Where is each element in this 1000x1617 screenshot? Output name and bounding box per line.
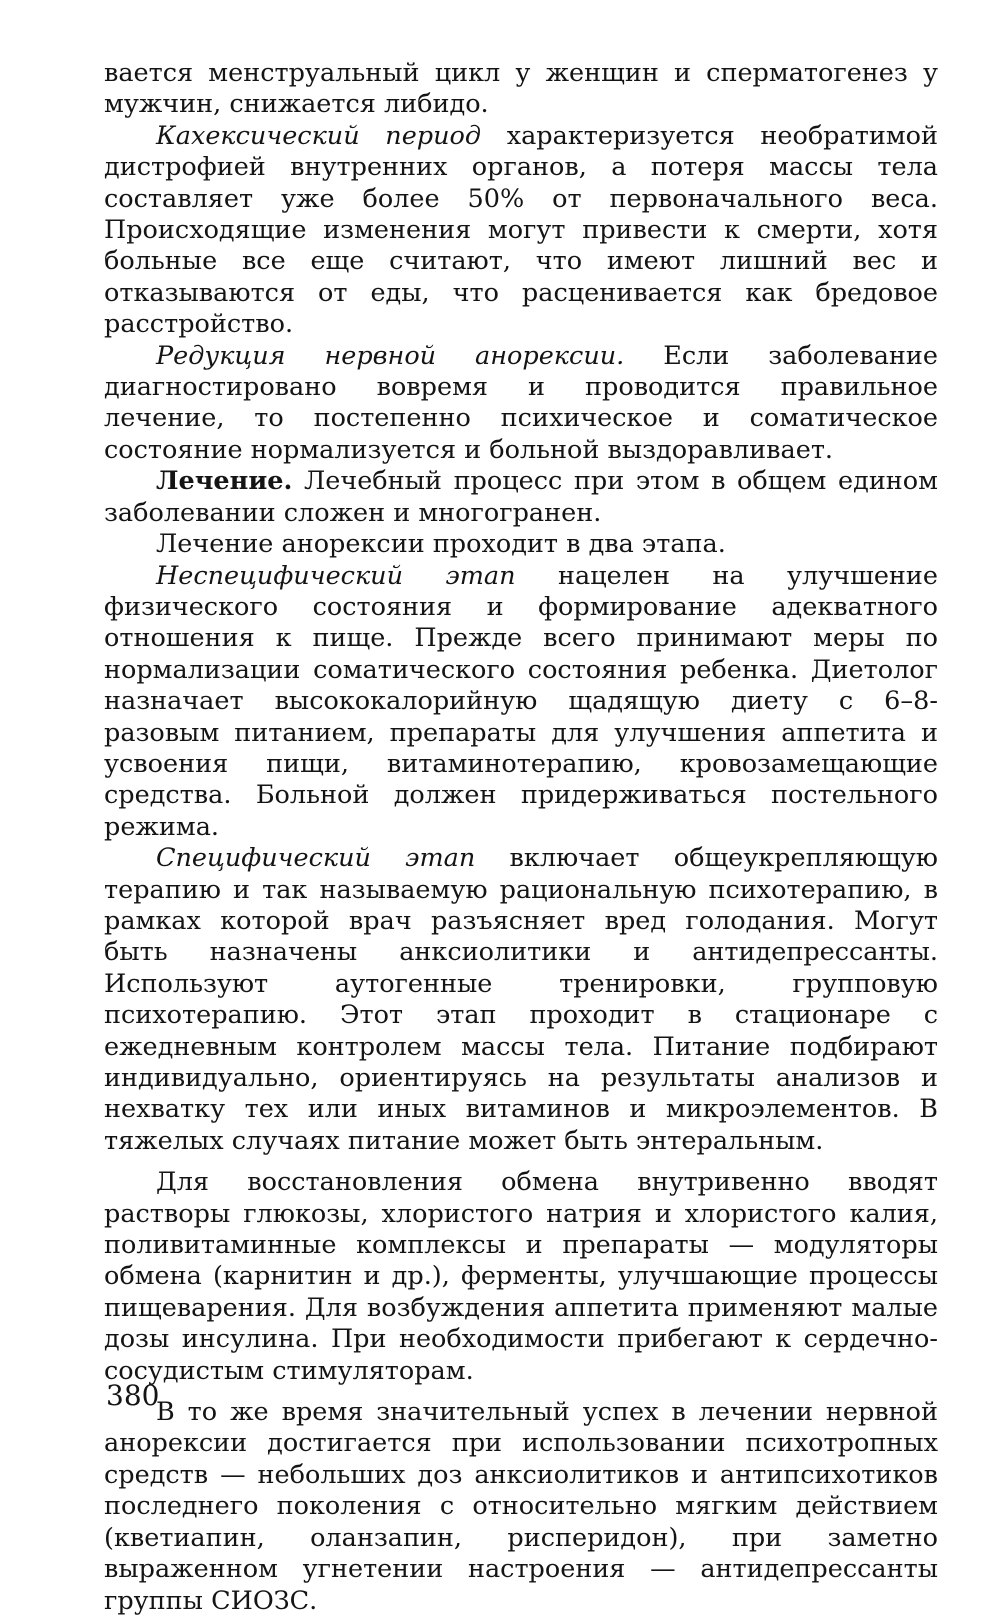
page-number: 380 [106,1379,160,1412]
paragraph-psychotropic-drugs [104,1397,938,1617]
paragraph-text: Лечение анорексии проходит в два этапа. [156,529,726,560]
paragraph-text: включает общеукрепляющую терапию и так называемую рациональную психотерапию, в рамках которой врач разъясняет вред голодания. Могут быть назначены анксиолитики и антидепрессанты. Используют аутогенные тренировки, групповую психотерапию. Этот этап проходит в стационаре с ежедневным контролем массы тела. Питание подбирают индивидуально, ориентируясь на результаты анализов и нехватку тех или иных витаминов и микроэлементов. В тяжелых случаях питание может быть энтеральным. [104,843,938,1156]
paragraph-text: вается менструальный цикл у женщин и сперматогенез у мужчин, снижается либидо. [104,58,938,120]
paragraph-text: характеризуется необратимой дистрофией внутренних органов, а потеря массы тела составляет уже более 50% от первоначального веса. Происходящие изменения могут привести к смерти, хотя больные все еще считают, что имеют лишний вес и отказываются от еды, что расценивается как бредовое расстройство. [104,120,938,340]
term-nonspecific-stage: Неспецифический этап [156,560,516,591]
paragraph-specific-stage [104,843,938,1157]
paragraph-nonspecific-stage [104,561,938,844]
paragraph-two-stages [104,529,938,560]
heading-treatment: Лечение. [156,466,293,497]
page-body [104,58,938,1617]
paragraph-text: Лечебный процесс при этом в общем едином заболевании сложен и многогранен. [104,466,938,528]
paragraph-treatment [104,466,938,529]
paragraph-continuation [104,58,938,121]
paragraph-text: нацелен на улучшение физического состояния и формирование адекватного отношения к пище. Прежде всего принимают меры по нормализации соматического состояния ребенка. Диетолог назначает высококалорийную щадящую диету с 6–8-разовым питанием, препараты для улучшения аппетита и усвоения пищи, витаминотерапию, кровозамещающие средства. Больной должен придерживаться постельного режима. [104,560,938,842]
term-specific-stage: Специфический этап [156,843,476,874]
paragraph-text: Если заболевание диагностировано вовремя и проводится правильное лечение, то постепенно психическое и соматическое состояние нормализуется и больной выздоравливает. [104,340,938,465]
term-cachexic-period: Кахексический период [156,120,482,151]
paragraph-metabolism-restoration [104,1167,938,1387]
paragraph-cachexic-period [104,121,938,341]
paragraph-text: Для восстановления обмена внутривенно вводят растворы глюкозы, хлористого натрия и хлористого калия, поливитаминные комплексы и препараты — модуляторы обмена (карнитин и др.), ферменты, улучшающие процессы пищеварения. Для возбуждения аппетита применяют малые дозы инсулина. При необходимости прибегают к сердечно-сосудистым стимуляторам. [104,1167,938,1386]
paragraph-reduction [104,341,938,467]
paragraph-text: В то же время значительный успех в лечении нервной анорексии достигается при использовании психотропных средств — небольших доз анксиолитиков и антипсихотиков последнего поколения с относительно мягким действием (кветиапин, оланзапин, рисперидон), при заметно выраженном угнетении настроения — антидепрессанты группы СИОЗС. [104,1397,938,1616]
term-reduction: Редукция нервной анорексии. [156,340,625,371]
